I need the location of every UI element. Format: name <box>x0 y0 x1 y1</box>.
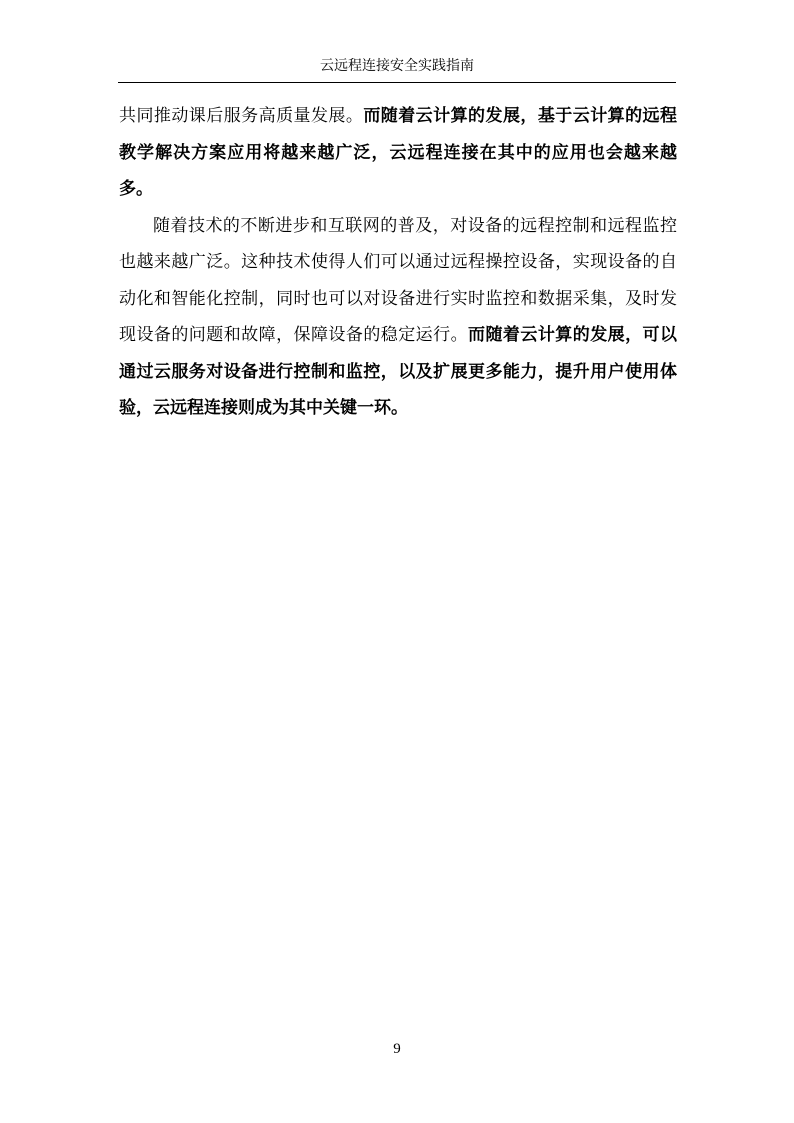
paragraph-2-emphasis: 而随着云计算的发展，可以通过云服务对设备进行控制和监控，以及扩展更多能力，提升用户使用体验，云远程连接则成为其中关键一环。 <box>119 325 677 418</box>
paragraph-2-text: 随着技术的不断进步和互联网的普及，对设备的远程控制和远程监控也越来越广泛。这种技术使得人们可以通过远程操控设备，实现设备的自动化和智能化控制，同时也可以对设备进行实时监控和数据采集，及时发现设备的问题和故障，保障设备的稳定运行。 <box>119 215 677 345</box>
header-divider <box>118 82 676 83</box>
paragraph-2 <box>119 208 677 427</box>
paragraph-1-emphasis: 而随着云计算的发展，基于云计算的远程教学解决方案应用将越来越广泛，云远程连接在其中的应用也会越来越多。 <box>119 106 678 199</box>
paragraph-1 <box>119 98 677 208</box>
page-number: 9 <box>393 1041 401 1057</box>
document-body <box>119 98 677 427</box>
running-header: 云远程连接安全实践指南 <box>320 58 474 74</box>
paragraph-1-text: 共同推动课后服务高质量发展。 <box>119 106 364 126</box>
